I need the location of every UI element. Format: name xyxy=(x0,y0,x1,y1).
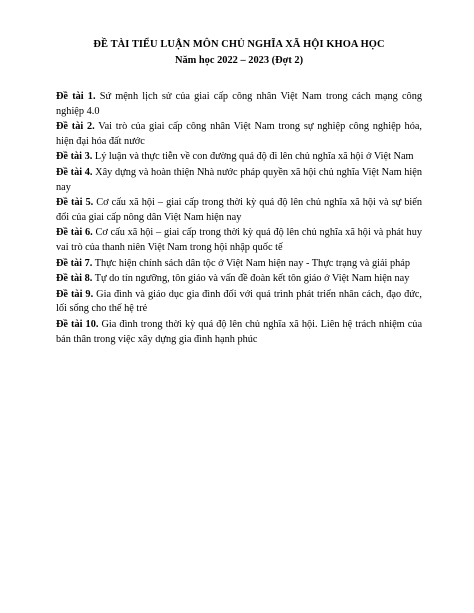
topic-text: Cơ cấu xã hội – giai cấp trong thời kỳ quá độ lên chủ nghĩa xã hội và sự biến đổi của giai cấp nông dân Việt Nam hiện nay xyxy=(56,197,422,223)
topic-text: Tự do tín ngưỡng, tôn giáo và vấn đề đoàn kết tôn giáo ở Việt Nam hiện nay xyxy=(94,273,410,285)
topic-label: Đề tài 7. xyxy=(56,257,93,269)
topic-item xyxy=(56,272,422,287)
topic-item xyxy=(56,196,422,225)
topic-label: Đề tài 2. xyxy=(56,121,95,133)
topic-item xyxy=(56,120,422,149)
topic-text: Vai trò của giai cấp công nhân Việt Nam trong sự nghiệp công nghiệp hóa, hiện đại hóa đất nước xyxy=(56,121,422,147)
topic-text: Gia đình trong thời kỳ quá độ lên chủ nghĩa xã hội. Liên hệ trách nhiệm của bản thân trong việc xây dựng gia đình hạnh phúc xyxy=(56,318,423,345)
topic-item xyxy=(56,226,422,255)
title-block xyxy=(56,38,422,68)
topic-label: Đề tài 8. xyxy=(56,273,93,285)
topic-item xyxy=(56,166,422,195)
topic-item xyxy=(56,90,422,119)
topic-label: Đề tài 5. xyxy=(56,197,94,209)
topic-label: Đề tài 6. xyxy=(56,227,93,239)
topic-item xyxy=(56,257,422,272)
topic-label: Đề tài 1. xyxy=(56,91,96,102)
topic-list xyxy=(56,90,422,347)
topic-label: Đề tài 9. xyxy=(56,288,94,300)
topic-text: Cơ cấu xã hội – giai cấp trong thời kỳ quá độ lên chủ nghĩa xã hội và phát huy vai trò của thanh niên Việt Nam trong hội nhập quốc tế xyxy=(56,227,422,253)
document-subtitle: Năm học 2022 – 2023 (Đợt 2) xyxy=(174,55,304,66)
topic-text: Lý luận và thực tiễn về con đường quá độ đi lên chủ nghĩa xã hội ở Việt Nam xyxy=(94,151,414,163)
topic-item xyxy=(56,288,422,317)
topic-text: Gia đình và giáo dục gia đình đối với quá trình phát triển nhân cách, đạo đức, lối sống cho thế hệ trẻ xyxy=(56,288,422,315)
document-title: ĐỀ TÀI TIỂU LUẬN MÔN CHỦ NGHĨA XÃ HỘI KHOA HỌC xyxy=(93,39,385,50)
topic-label: Đề tài 10. xyxy=(56,318,99,330)
topic-text: Thực hiện chính sách dân tộc ở Việt Nam hiện nay - Thực trạng và giải pháp xyxy=(94,257,410,269)
topic-text: Xây dựng và hoàn thiện Nhà nước pháp quyền xã hội chủ nghĩa Việt Nam hiện nay xyxy=(56,166,422,193)
topic-item xyxy=(56,318,422,347)
topic-item xyxy=(56,150,422,165)
topic-label: Đề tài 3. xyxy=(56,151,93,163)
topic-label: Đề tài 4. xyxy=(56,166,93,178)
topic-text: Sứ mệnh lịch sử của giai cấp công nhân Việt Nam trong cách mạng công nghiệp 4.0 xyxy=(56,91,422,117)
